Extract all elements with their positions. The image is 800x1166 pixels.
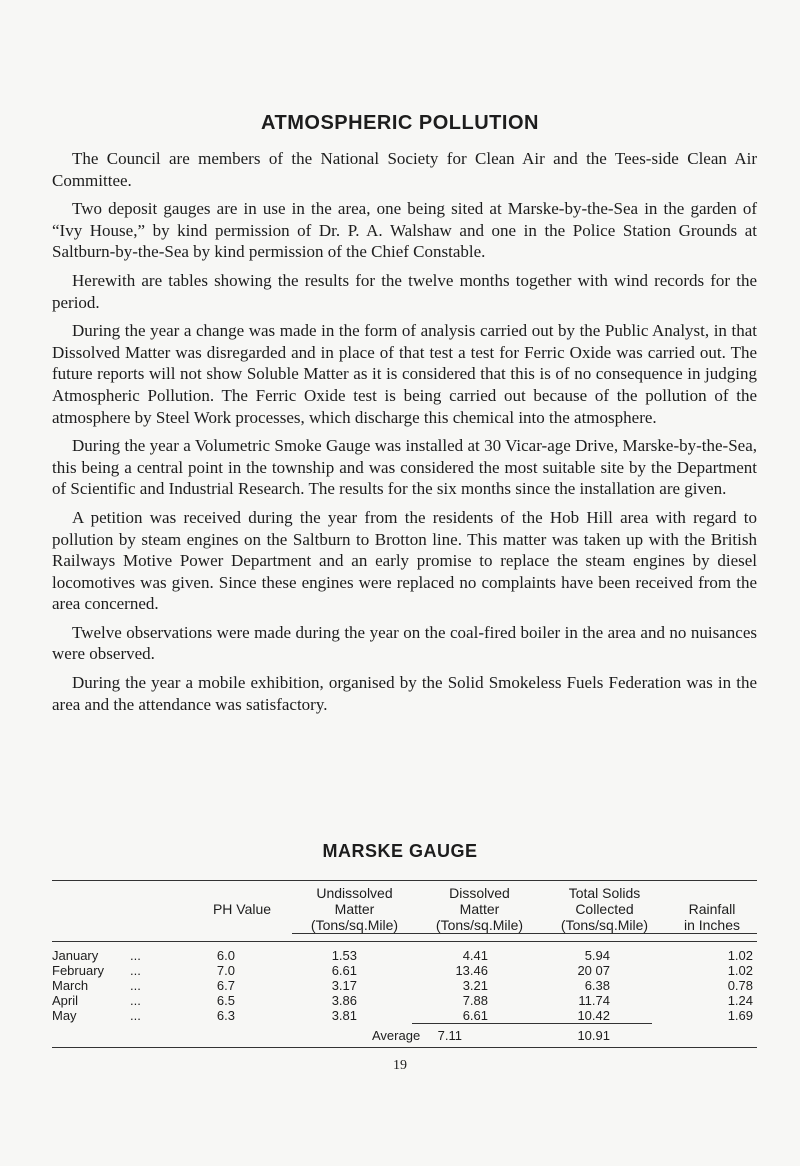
paragraph: During the year a mobile exhibition, organised by the Solid Smokeless Fuels Federation was in the area and the attendance was satisfactory. bbox=[52, 673, 757, 714]
paragraph: During the year a Volumetric Smoke Gauge was installed at 30 Vicar-age Drive, Marske-by-the-Sea, this being a central point in the township and was considered the most suitable site by the Department of Scientific and Industrial Research. The results for the six months since the installation are given. bbox=[52, 436, 757, 499]
header-ph: PH Value bbox=[212, 901, 272, 917]
average-label: Average bbox=[372, 1028, 421, 1043]
table-row: May ... 6.3 3.81 6.61 10.42 1.69 bbox=[52, 1008, 753, 1023]
paragraph: During the year a change was made in the form of analysis carried out by the Public Analyst, in that Dissolved Matter was disregarded and in place of that test a test for Ferric Oxide was carried out. The future reports will not show Soluble Matter as it is considered that this is of no consequence in judging Atmospheric Pollution. The Ferric Oxide test is being carried out because of the pollution of the atmosphere by Steel Work processes, which discharge this chemical into the atmosphere. bbox=[52, 321, 757, 427]
table-header bbox=[52, 881, 757, 941]
table-bottom-rule bbox=[52, 1047, 757, 1048]
table-title: MARSKE GAUGE bbox=[322, 841, 478, 861]
marske-gauge-table bbox=[52, 880, 757, 1048]
paragraph: A petition was received during the year from the residents of the Hob Hill area with regard to pollution by steam engines on the Saltburn to Brotton line. This matter was taken up with the British Railways Motive Power Department and an early promise to replace the steam engines by diesel locomotives was given. Since these engines were replaced no complaints have been received from the area concerned. bbox=[52, 507, 757, 614]
average-rule bbox=[412, 1023, 652, 1024]
average-dissolved: 7.11 bbox=[437, 1028, 462, 1043]
average-row bbox=[52, 1025, 757, 1045]
paragraph: Herewith are tables showing the results for the twelve months together with wind records for the period. bbox=[52, 270, 757, 312]
header-undissolved: Undissolved Matter (Tons/sq.Mile) bbox=[292, 885, 417, 934]
table-row: January ... 6.0 1.53 4.41 5.94 1.02 bbox=[52, 948, 753, 963]
paragraph: The Council are members of the National Society for Clean Air and the Tees-side Clean Air Committee. bbox=[52, 149, 757, 190]
page-title: ATMOSPHERIC POLLUTION bbox=[261, 112, 539, 134]
page-number: 19 bbox=[393, 1058, 407, 1073]
body-text bbox=[52, 148, 757, 722]
average-total: 10.91 bbox=[577, 1028, 610, 1043]
header-dissolved: Dissolved Matter (Tons/sq.Mile) bbox=[417, 885, 542, 934]
header-total-solids: Total Solids Collected (Tons/sq.Mile) bbox=[542, 885, 667, 934]
paragraph: Twelve observations were made during the year on the coal-fired boiler in the area and no nuisances were observed. bbox=[52, 622, 757, 664]
table-row: March ... 6.7 3.17 3.21 6.38 0.78 bbox=[52, 978, 753, 993]
paragraph: Two deposit gauges are in use in the area, one being sited at Marske-by-the-Sea in the garden of “Ivy House,” by kind permission of Dr. P. A. Walshaw and one in the Police Station Grounds at Saltburn-by-the-Sea by kind permission of the Chief Constable. bbox=[52, 199, 757, 262]
table-row: February ... 7.0 6.61 13.46 20 07 1.02 bbox=[52, 963, 753, 978]
header-rainfall: Rainfall in Inches bbox=[667, 901, 757, 934]
table-row: April ... 6.5 3.86 7.88 11.74 1.24 bbox=[52, 993, 753, 1008]
